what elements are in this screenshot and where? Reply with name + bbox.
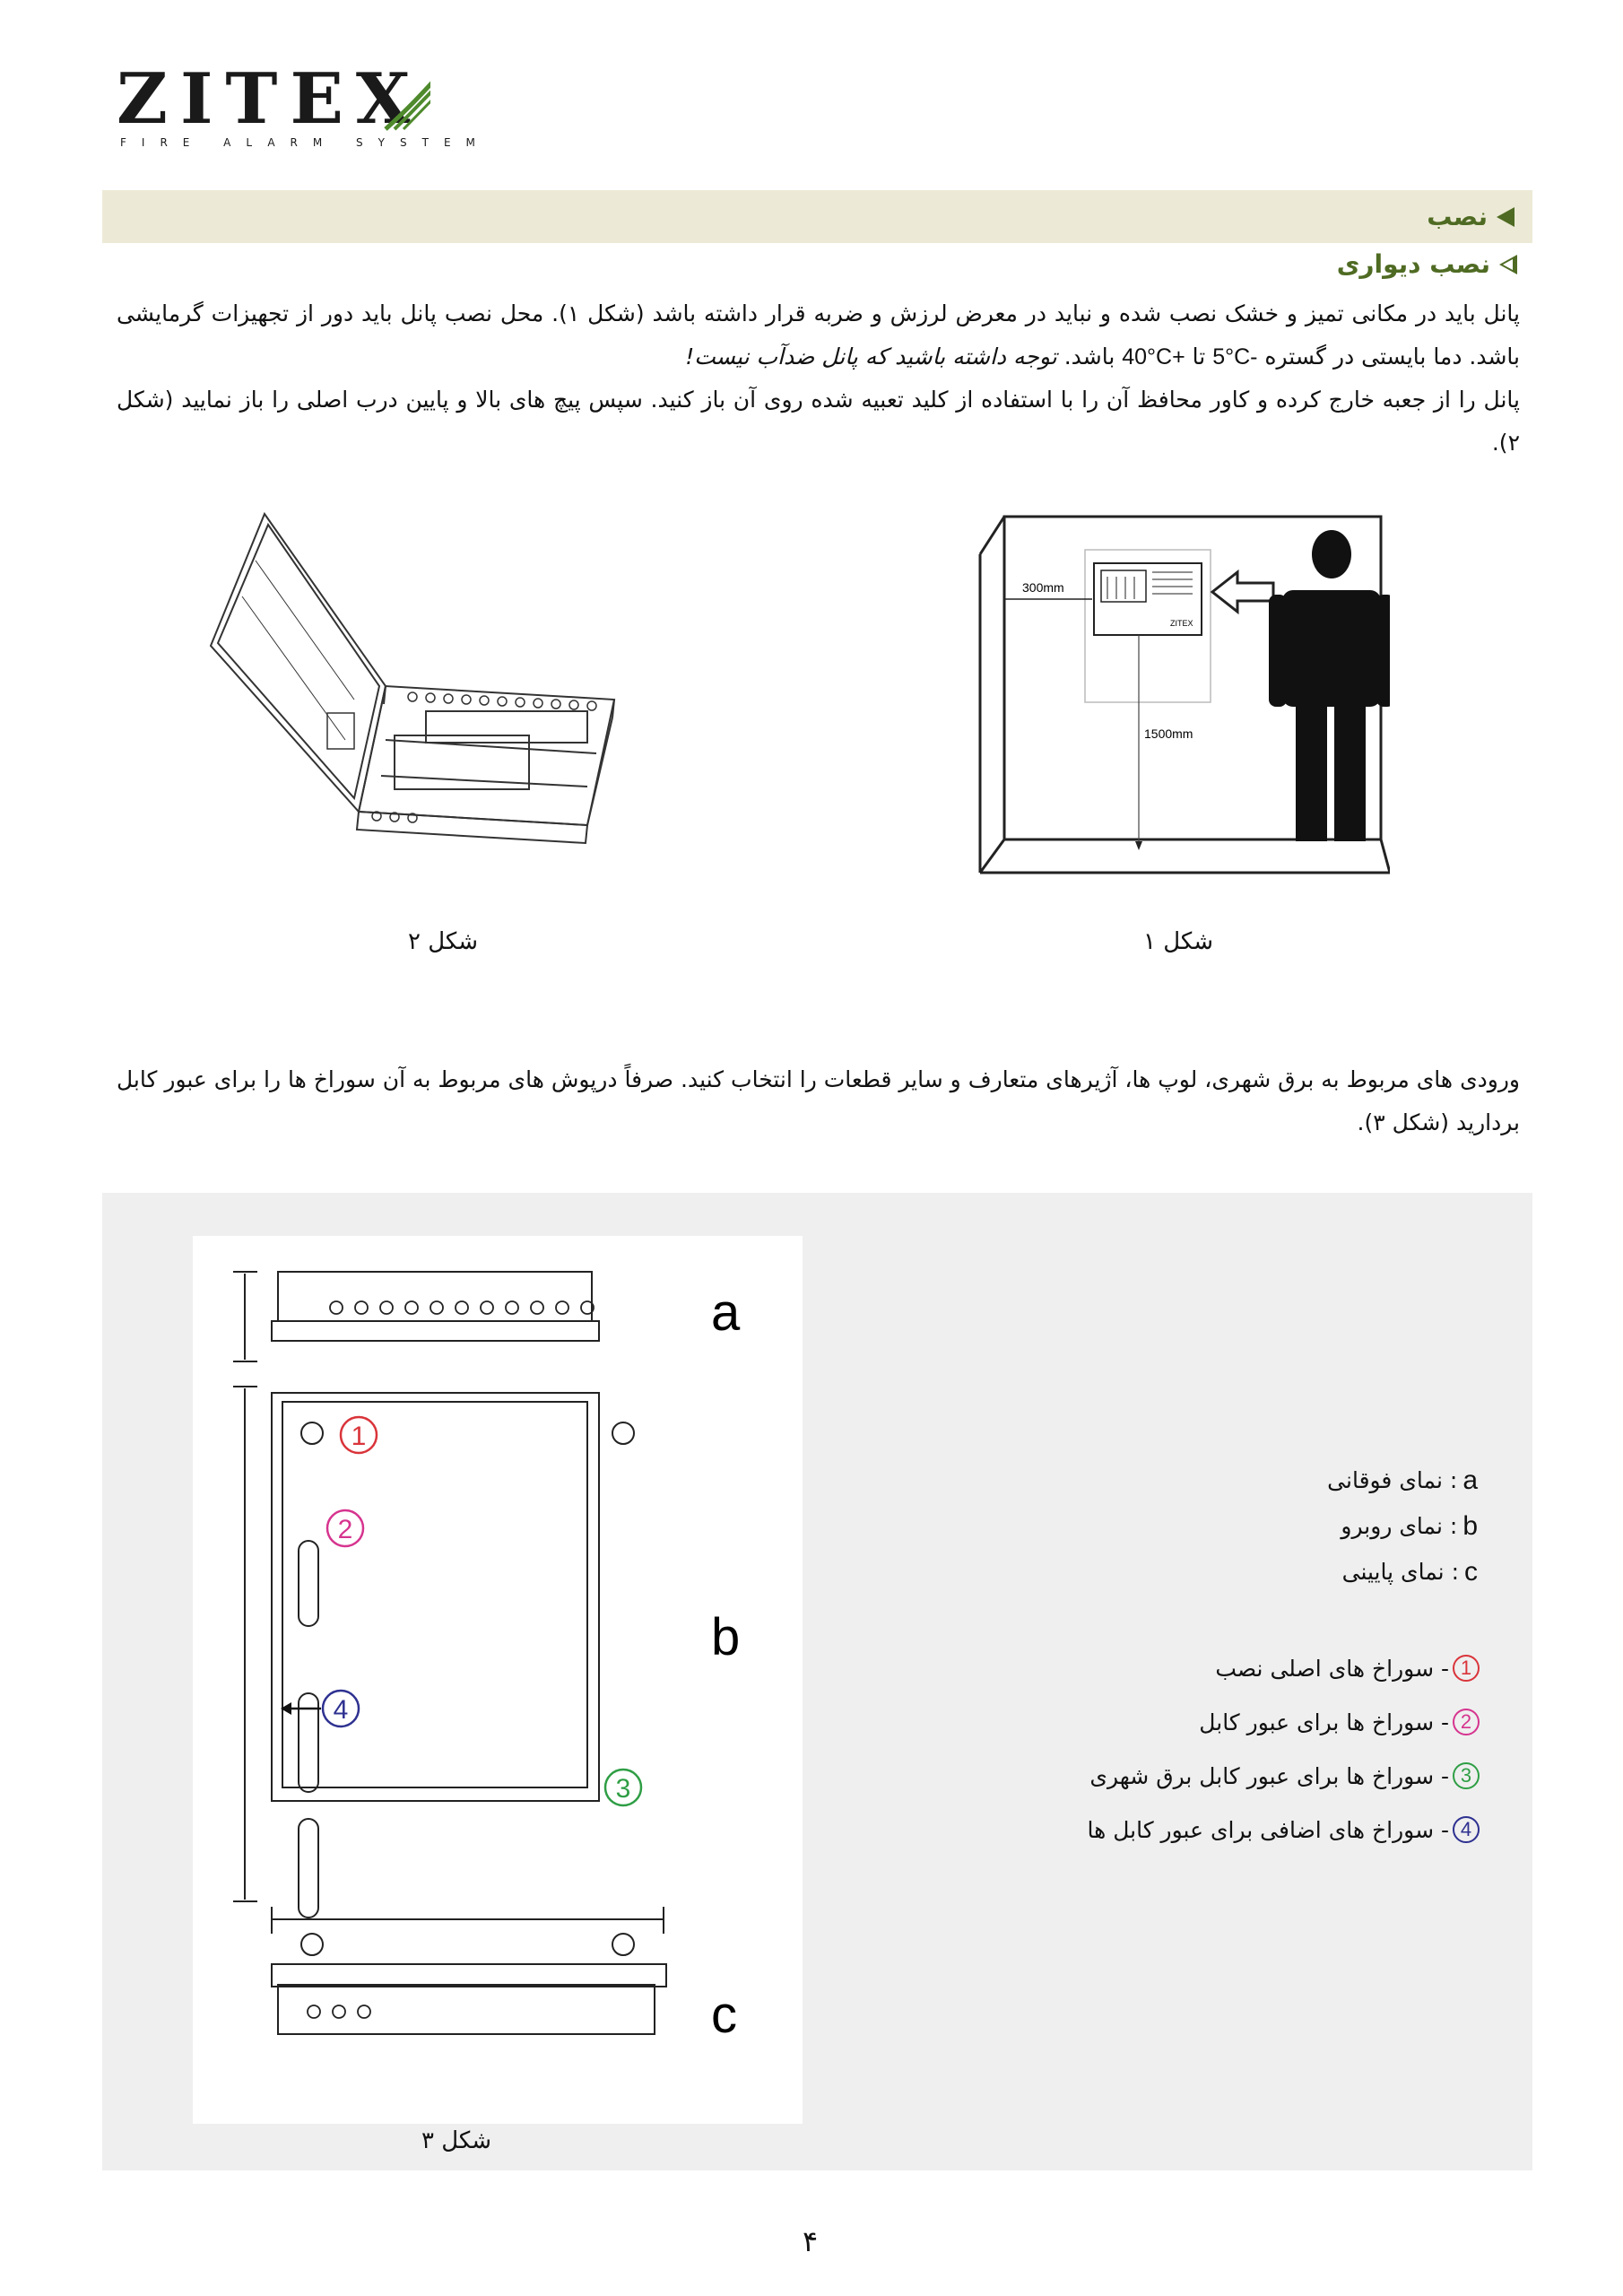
- triangle-outline-bullet-icon: [1499, 255, 1517, 274]
- logo-tagline: FIRE ALARM SYSTEM: [120, 136, 490, 149]
- legend-hole-4: 4 - سوراخ های اضافی برای عبور کابل ها: [1087, 1803, 1480, 1857]
- paragraph-cable-inputs: ورودی های مربوط به برق شهری، لوپ ها، آژیرهای متعارف و سایر قطعات را انتخاب کنید. صرفاً درپوش های مربوط به آن سوراخ ها را برای عبور کابل بردارید (شکل ۳).: [117, 1066, 1520, 1135]
- page-number: ۴: [803, 2224, 819, 2258]
- logo-wordmark: ZITEX: [117, 58, 423, 140]
- view-label-c: c: [711, 1986, 737, 2044]
- figure1-caption: شکل ۱: [1143, 928, 1214, 955]
- legend-view-a: a : نمای فوقانی: [1327, 1465, 1478, 1495]
- figure-panel-views: [193, 1236, 803, 2124]
- figure-wall-mount: [977, 509, 1390, 877]
- section-title: نصب: [1427, 202, 1488, 231]
- waterproof-warning: توجه داشته باشید که پانل ضدآب نیست!: [685, 344, 1057, 370]
- figure-open-panel: [202, 507, 623, 852]
- legend-views: [1327, 1457, 1478, 1595]
- triangle-bullet-icon: [1497, 207, 1515, 227]
- temp-low: 5°C-: [1212, 344, 1258, 370]
- marker-2: 2: [337, 1515, 353, 1544]
- dim-height-label: 1500mm: [1144, 726, 1193, 741]
- view-label-a: a: [711, 1283, 741, 1342]
- dim-side-label: 300mm: [1022, 580, 1064, 595]
- marker-4: 4: [333, 1695, 349, 1725]
- marker-3: 3: [615, 1774, 631, 1804]
- subsection-heading: [1337, 249, 1517, 279]
- legend-hole-1: 1 - سوراخ های اصلی نصب: [1087, 1641, 1480, 1695]
- subsection-title: نصب دیواری: [1336, 249, 1490, 279]
- legend-view-b: b : نمای روبرو: [1341, 1511, 1478, 1541]
- legend-hole-2: 2 - سوراخ ها برای عبور کابل: [1087, 1695, 1480, 1749]
- marker-1: 1: [351, 1422, 367, 1451]
- legend-view-c: c : نمای پایینی: [1341, 1557, 1478, 1587]
- legend-holes: [1087, 1641, 1480, 1857]
- figure3-caption: شکل ۳: [421, 2127, 492, 2154]
- person-icon: [1269, 530, 1390, 841]
- paragraph-open-panel: پانل را از جعبه خارج کرده و کاور محافظ آن را با استفاده از کلید تعبیه شده روی آن باز کنید. سپس پیچ های بالا و پایین درب اصلی را باز نمایید (شکل ۲).: [117, 387, 1520, 456]
- view-label-b: b: [711, 1608, 741, 1666]
- temp-high: 40°C+: [1122, 344, 1185, 370]
- legend-hole-3: 3 - سوراخ ها برای عبور کابل برق شهری: [1087, 1749, 1480, 1803]
- zitex-logo: [117, 58, 490, 150]
- section-banner: [102, 190, 1532, 243]
- paragraph-placement: پانل باید در مکانی تمیز و خشک نصب شده و نباید در معرض لرزش و ضربه قرار داشته باشد (شکل ۱). محل نصب پانل باید دور از تجهیزات گرمایشی باشد. دما بایستی در گستره 5°C- تا 40°C+ باشد. توجه داشته باشید که پانل ضدآب نیست!: [117, 300, 1520, 370]
- arrow-left-icon: [1212, 572, 1273, 612]
- figure2-caption: شکل ۲: [408, 928, 479, 955]
- panel-brand-label: ZITEX: [1170, 619, 1193, 628]
